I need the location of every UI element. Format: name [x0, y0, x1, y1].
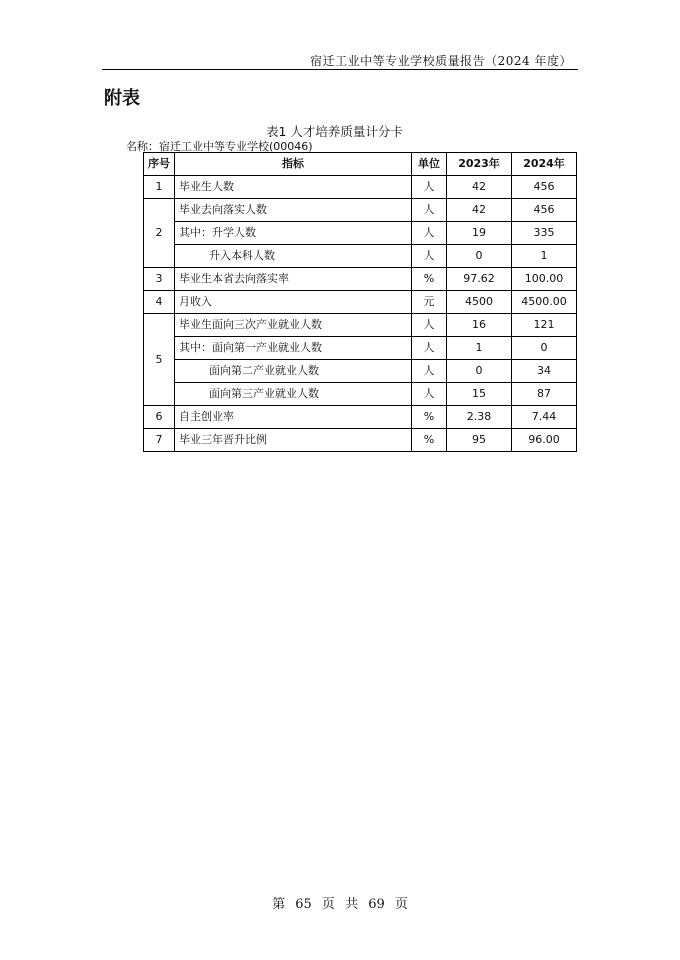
row-value-2024: 7.44 [512, 406, 577, 429]
table-row [144, 268, 577, 291]
org-name: 名称：宿迁工业中等专业学校(00046) [126, 140, 313, 153]
row-indicator: 毕业去向落实人数 [175, 199, 412, 222]
row-value-2023: 0 [447, 360, 512, 383]
row-indicator: 毕业生人数 [175, 176, 412, 199]
row-unit: 元 [412, 291, 447, 314]
row-value-2023: 16 [447, 314, 512, 337]
row-seq: 1 [144, 176, 175, 199]
row-unit: 人 [412, 360, 447, 383]
row-seq: 7 [144, 429, 175, 452]
row-value-2024: 100.00 [512, 268, 577, 291]
row-unit: % [412, 429, 447, 452]
footer-page-number: 65 [295, 897, 312, 912]
row-value-2023: 15 [447, 383, 512, 406]
row-value-2023: 19 [447, 222, 512, 245]
row-value-2024: 96.00 [512, 429, 577, 452]
footer-mid: 共 [345, 897, 359, 912]
row-value-2024: 0 [512, 337, 577, 360]
row-unit: % [412, 406, 447, 429]
header-divider [102, 69, 578, 70]
table-row [144, 337, 577, 360]
table-row [144, 199, 577, 222]
row-value-2024: 456 [512, 199, 577, 222]
table-header-row [144, 153, 577, 176]
row-indicator: 升入本科人数 [175, 245, 412, 268]
row-seq: 6 [144, 406, 175, 429]
table-row [144, 176, 577, 199]
row-indicator: 面向第二产业就业人数 [175, 360, 412, 383]
row-indicator: 毕业生面向三次产业就业人数 [175, 314, 412, 337]
column-header-indicator: 指标 [175, 153, 412, 176]
row-value-2023: 0 [447, 245, 512, 268]
row-indicator: 毕业三年晋升比例 [175, 429, 412, 452]
row-value-2023: 42 [447, 176, 512, 199]
row-value-2023: 95 [447, 429, 512, 452]
row-value-2024: 456 [512, 176, 577, 199]
table-row [144, 245, 577, 268]
row-value-2024: 4500.00 [512, 291, 577, 314]
footer-page-unit: 页 [321, 897, 335, 912]
footer-prefix: 第 [272, 897, 286, 912]
row-value-2024: 1 [512, 245, 577, 268]
row-indicator: 其中：面向第一产业就业人数 [175, 337, 412, 360]
row-value-2024: 34 [512, 360, 577, 383]
row-unit: 人 [412, 199, 447, 222]
row-unit: 人 [412, 383, 447, 406]
row-indicator: 毕业生本省去向落实率 [175, 268, 412, 291]
table-row [144, 383, 577, 406]
table-row [144, 406, 577, 429]
table-row [144, 429, 577, 452]
scorecard-table [143, 152, 577, 452]
row-unit: 人 [412, 245, 447, 268]
row-value-2023: 97.62 [447, 268, 512, 291]
column-header-2023: 2023年 [447, 153, 512, 176]
row-unit: 人 [412, 222, 447, 245]
row-unit: % [412, 268, 447, 291]
row-indicator: 其中：升学人数 [175, 222, 412, 245]
row-value-2024: 335 [512, 222, 577, 245]
row-value-2023: 42 [447, 199, 512, 222]
row-value-2023: 2.38 [447, 406, 512, 429]
row-indicator: 自主创业率 [175, 406, 412, 429]
row-indicator: 面向第三产业就业人数 [175, 383, 412, 406]
row-seq: 5 [144, 314, 175, 406]
footer-total-pages: 69 [368, 897, 385, 912]
column-header-seq: 序号 [144, 153, 175, 176]
table-title: 表1 人才培养质量计分卡 [266, 124, 403, 139]
table-row [144, 314, 577, 337]
row-seq: 4 [144, 291, 175, 314]
report-header-title: 宿迁工业中等专业学校质量报告（2024 年度） [310, 54, 572, 68]
column-header-unit: 单位 [412, 153, 447, 176]
section-title: 附表 [104, 88, 140, 109]
row-value-2023: 4500 [447, 291, 512, 314]
row-seq: 3 [144, 268, 175, 291]
table-row [144, 291, 577, 314]
row-value-2024: 87 [512, 383, 577, 406]
row-unit: 人 [412, 176, 447, 199]
row-unit: 人 [412, 314, 447, 337]
row-value-2024: 121 [512, 314, 577, 337]
table-row [144, 360, 577, 383]
row-unit: 人 [412, 337, 447, 360]
footer-total-unit: 页 [394, 897, 408, 912]
row-seq: 2 [144, 199, 175, 268]
row-value-2023: 1 [447, 337, 512, 360]
page-footer [0, 893, 680, 912]
row-indicator: 月收入 [175, 291, 412, 314]
table-row [144, 222, 577, 245]
column-header-2024: 2024年 [512, 153, 577, 176]
